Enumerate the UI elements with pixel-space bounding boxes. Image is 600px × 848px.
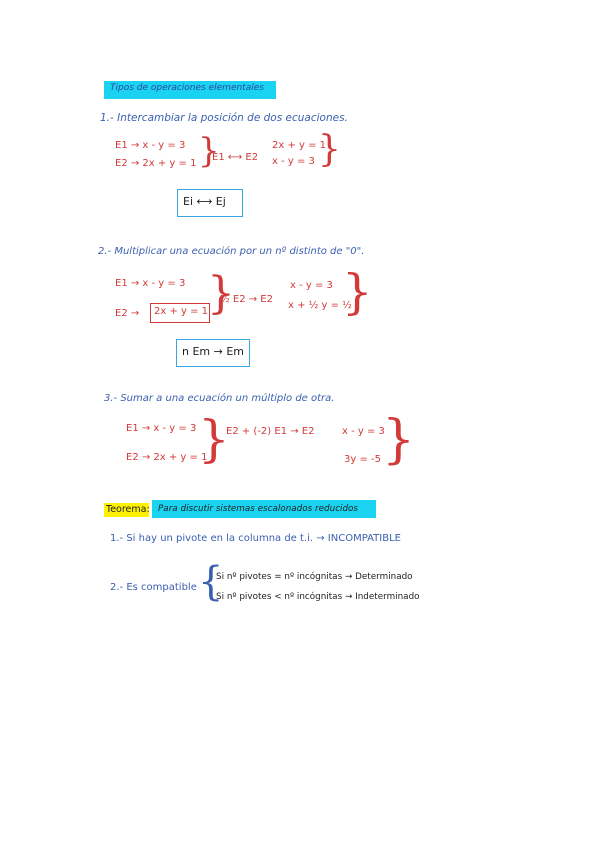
section1-eq1: E1 → x - y = 3 [115,140,186,151]
point2-case2: Si nº pivotes < nº incógnitas → Indeterminado [216,592,420,602]
section2-result2: x + ½ y = ½ [288,300,352,311]
section3-eq1: E1 → x - y = 3 [126,423,197,434]
section1-operation: E1 ⟷ E2 [212,152,259,163]
section3-brace-left: } [198,410,230,468]
section1-brace-left: } [198,131,220,171]
section2-rule: n Em → Em [182,345,245,358]
section2-eq2-prefix: E2 → [115,308,140,319]
section3-operation: E2 + (-2) E1 → E2 [226,426,315,437]
point2-label: 2.- Es compatible [110,582,197,593]
theorem-text: Para discutir sistemas escalonados reducidos [158,504,359,514]
theorem-label: Teorema: [106,504,150,515]
point2-brace: { [198,559,224,605]
section1-result1: 2x + y = 1 [272,140,327,151]
section3-result2: 3y = -5 [344,454,381,465]
section2-result1: x - y = 3 [290,280,333,291]
section3-eq2: E2 → 2x + y = 1 [126,452,208,463]
section2-heading: 2.- Multiplicar una ecuación por un nº distinto de "0". [98,246,365,257]
section2-eq1: E1 → x - y = 3 [115,278,186,289]
section3-result1: x - y = 3 [342,426,385,437]
section3-heading: 3.- Sumar a una ecuación un múltiplo de otra. [104,393,335,404]
section2-eq2-boxed: 2x + y = 1 [154,306,209,317]
section2-brace-left: } [207,268,235,319]
section1-eq2: E2 → 2x + y = 1 [115,158,197,169]
point1-text: 1.- Si hay un pivote en la columna de t.i. → INCOMPATIBLE [110,533,401,544]
section3-brace-right: } [382,410,416,470]
point2-case1: Si nº pivotes = nº incógnitas → Determinado [216,572,413,582]
page-title: Tipos de operaciones elementales [110,83,264,93]
section2-brace-right: } [342,264,373,320]
section1-rule: Ei ⟷ Ej [183,195,226,208]
section1-heading: 1.- Intercambiar la posición de dos ecuaciones. [100,112,348,124]
section1-result2: x - y = 3 [272,156,315,167]
section1-brace-right: } [318,129,341,170]
section2-operation: ½ E2 → E2 [220,294,273,305]
